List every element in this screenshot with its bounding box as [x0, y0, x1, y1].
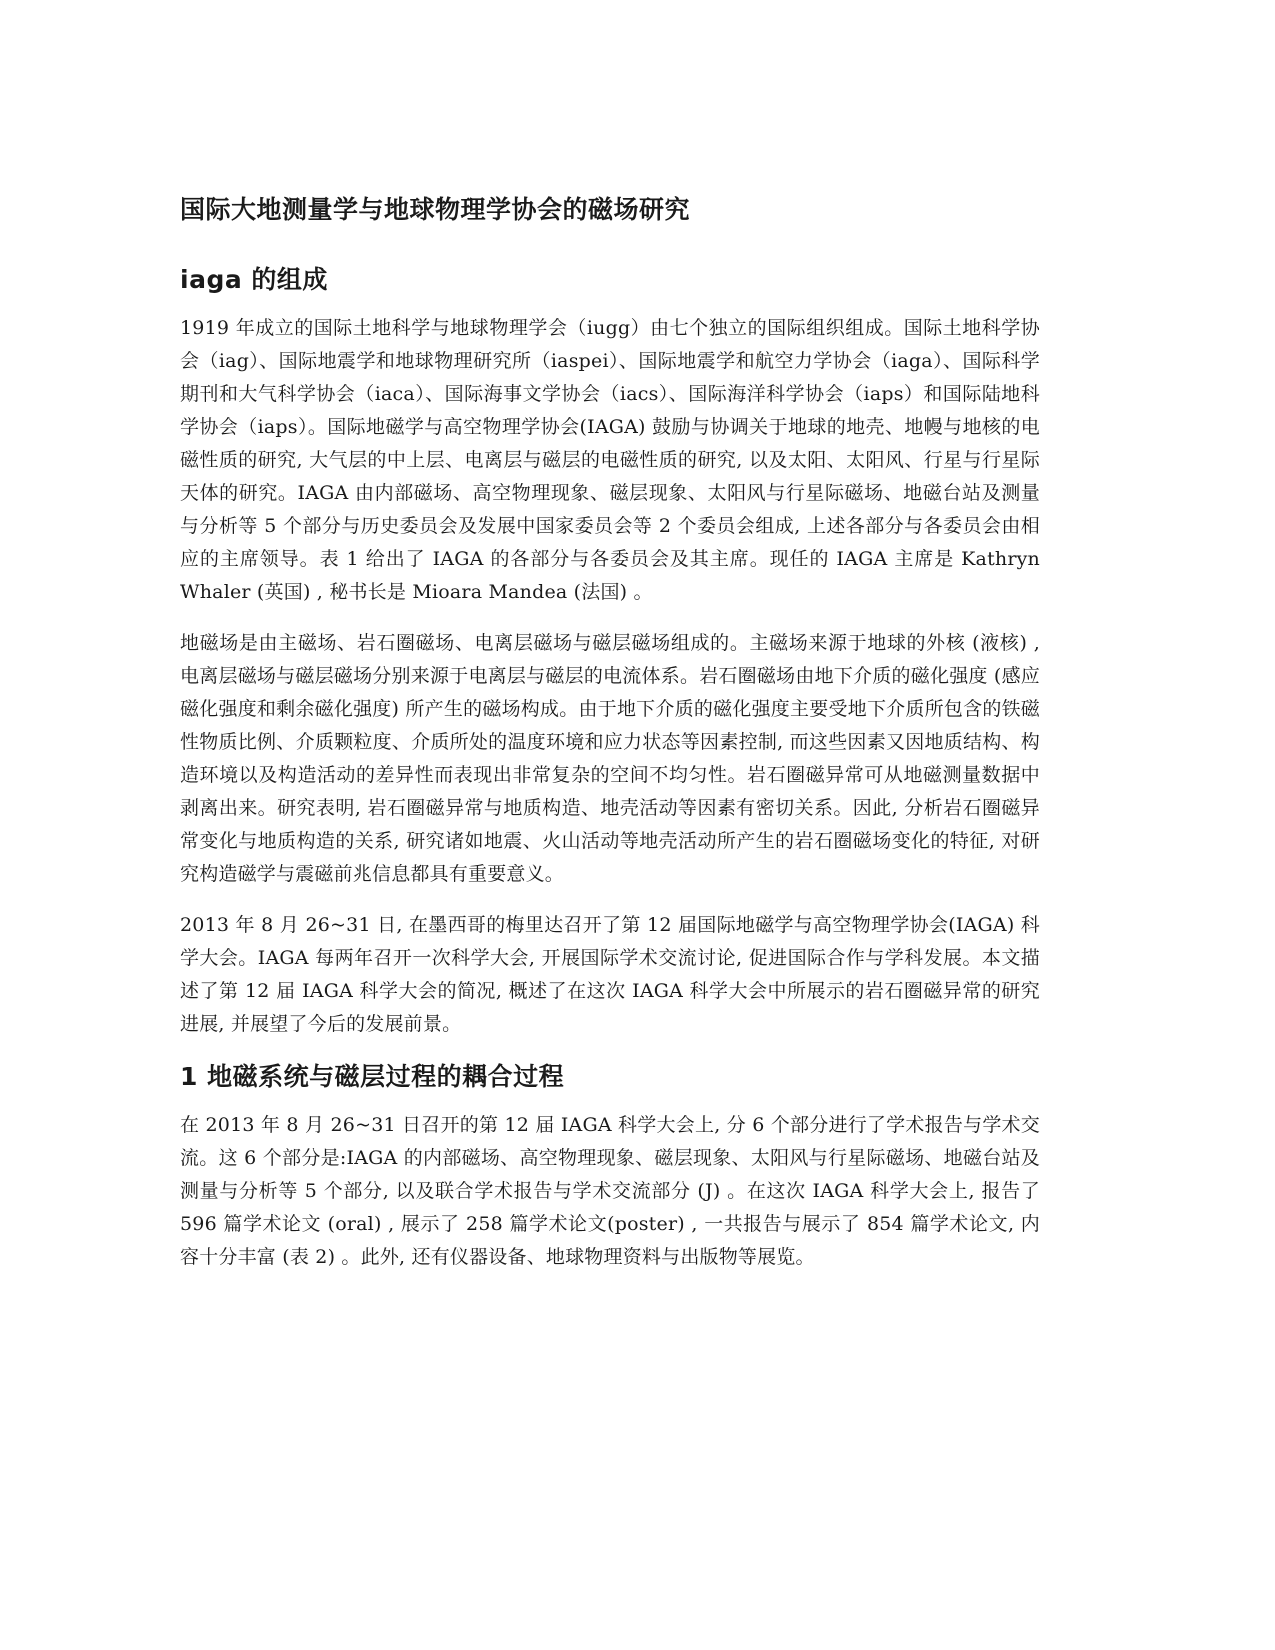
paragraph-geomagnetic-field: 地磁场是由主磁场、岩石圈磁场、电离层磁场与磁层磁场组成的。主磁场来源于地球的外核 (液核) , 电离层磁场与磁层磁场分别来源于电离层与磁层的电流体系。岩石圈磁场由地下介质的磁化强度 (感应磁化强度和剩余磁化强度) 所产生的磁场构成。由于地下介质的磁化强度主要受地下介质所包含的铁磁性物质比例、介质颗粒度、介质所处的温度环境和应力状态等因素控制, 而这些因素又因地质结构、构造环境以及构造活动的差异性而表现出非常复杂的空间不均匀性。岩石圈磁异常可从地磁测量数据中剥离出来。研究表明, 岩石圈磁异常与地质构造、地壳活动等因素有密切关系。因此, 分析岩石圈磁异常变化与地质构造的关系, 研究诸如地震、火山活动等地壳活动所产生的岩石圈磁场变化的特征, 对研究构造磁学与震磁前兆信息都具有重要意义。 — [180, 632, 1040, 885]
paragraph-iaga-assembly-2013: 2013 年 8 月 26~31 日, 在墨西哥的梅里达召开了第 12 届国际地磁学与高空物理学协会(IAGA) 科学大会。IAGA 每两年召开一次科学大会, 开展国际学术交流讨论, 促进国际合作与学科发展。本文描述了第 12 届 IAGA 科学大会的简况, 概述了在这次 IAGA 科学大会中所展示的岩石圈磁异常的研究进展, 并展望了今后的发展前景。 — [180, 914, 1040, 1035]
document-title: 国际大地测量学与地球物理学协会的磁场研究 — [180, 195, 691, 224]
paragraph-iugg-organizations: 1919 年成立的国际土地科学与地球物理学会（iugg）由七个独立的国际组织组成。国际土地科学协会（iag）、国际地震学和地球物理研究所（iaspei）、国际地震学和航空力学协会（iaga）、国际科学期刊和大气科学协会（iaca）、国际海事文学协会（iacs）、国际海洋科学协会（iaps）和国际陆地科学协会（iaps）。国际地磁学与高空物理学协会(IAGA) 鼓励与协调关于地球的地壳、地幔与地核的电磁性质的研究, 大气层的中上层、电离层与磁层的电磁性质的研究, 以及太阳、太阳风、行星与行星际天体的研究。IAGA 由内部磁场、高空物理现象、磁层现象、太阳风与行星际磁场、地磁台站及测量与分析等 5 个部分与历史委员会及发展中国家委员会等 2 个委员会组成, 上述各部分与各委员会由相应的主席领导。表 1 给出了 IAGA 的各部分与各委员会及其主席。现任的 IAGA 主席是 Kathryn Whaler (英国) , 秘书长是 Mioara Mandea (法国) 。 — [180, 317, 1040, 603]
section-heading-coupling-process: 1 地磁系统与磁层过程的耦合过程 — [180, 1062, 565, 1091]
section-coupling-process — [180, 1059, 1040, 1274]
section-iaga-composition — [180, 262, 1040, 1041]
paragraph-assembly-reports: 在 2013 年 8 月 26~31 日召开的第 12 届 IAGA 科学大会上, 分 6 个部分进行了学术报告与学术交流。这 6 个部分是:IAGA 的内部磁场、高空物理现象、磁层现象、太阳风与行星际磁场、地磁台站及测量与分析等 5 个部分, 以及联合学术报告与学术交流部分 (J) 。在这次 IAGA 科学大会上, 报告了 596 篇学术论文 (oral) , 展示了 258 篇学术论文(poster) , 一共报告与展示了 854 篇学术论文, 内容十分丰富 (表 2) 。此外, 还有仪器设备、地球物理资料与出版物等展览。 — [180, 1114, 1040, 1268]
section-heading-iaga-composition: iaga 的组成 — [180, 265, 328, 294]
document-page — [180, 192, 1040, 1292]
